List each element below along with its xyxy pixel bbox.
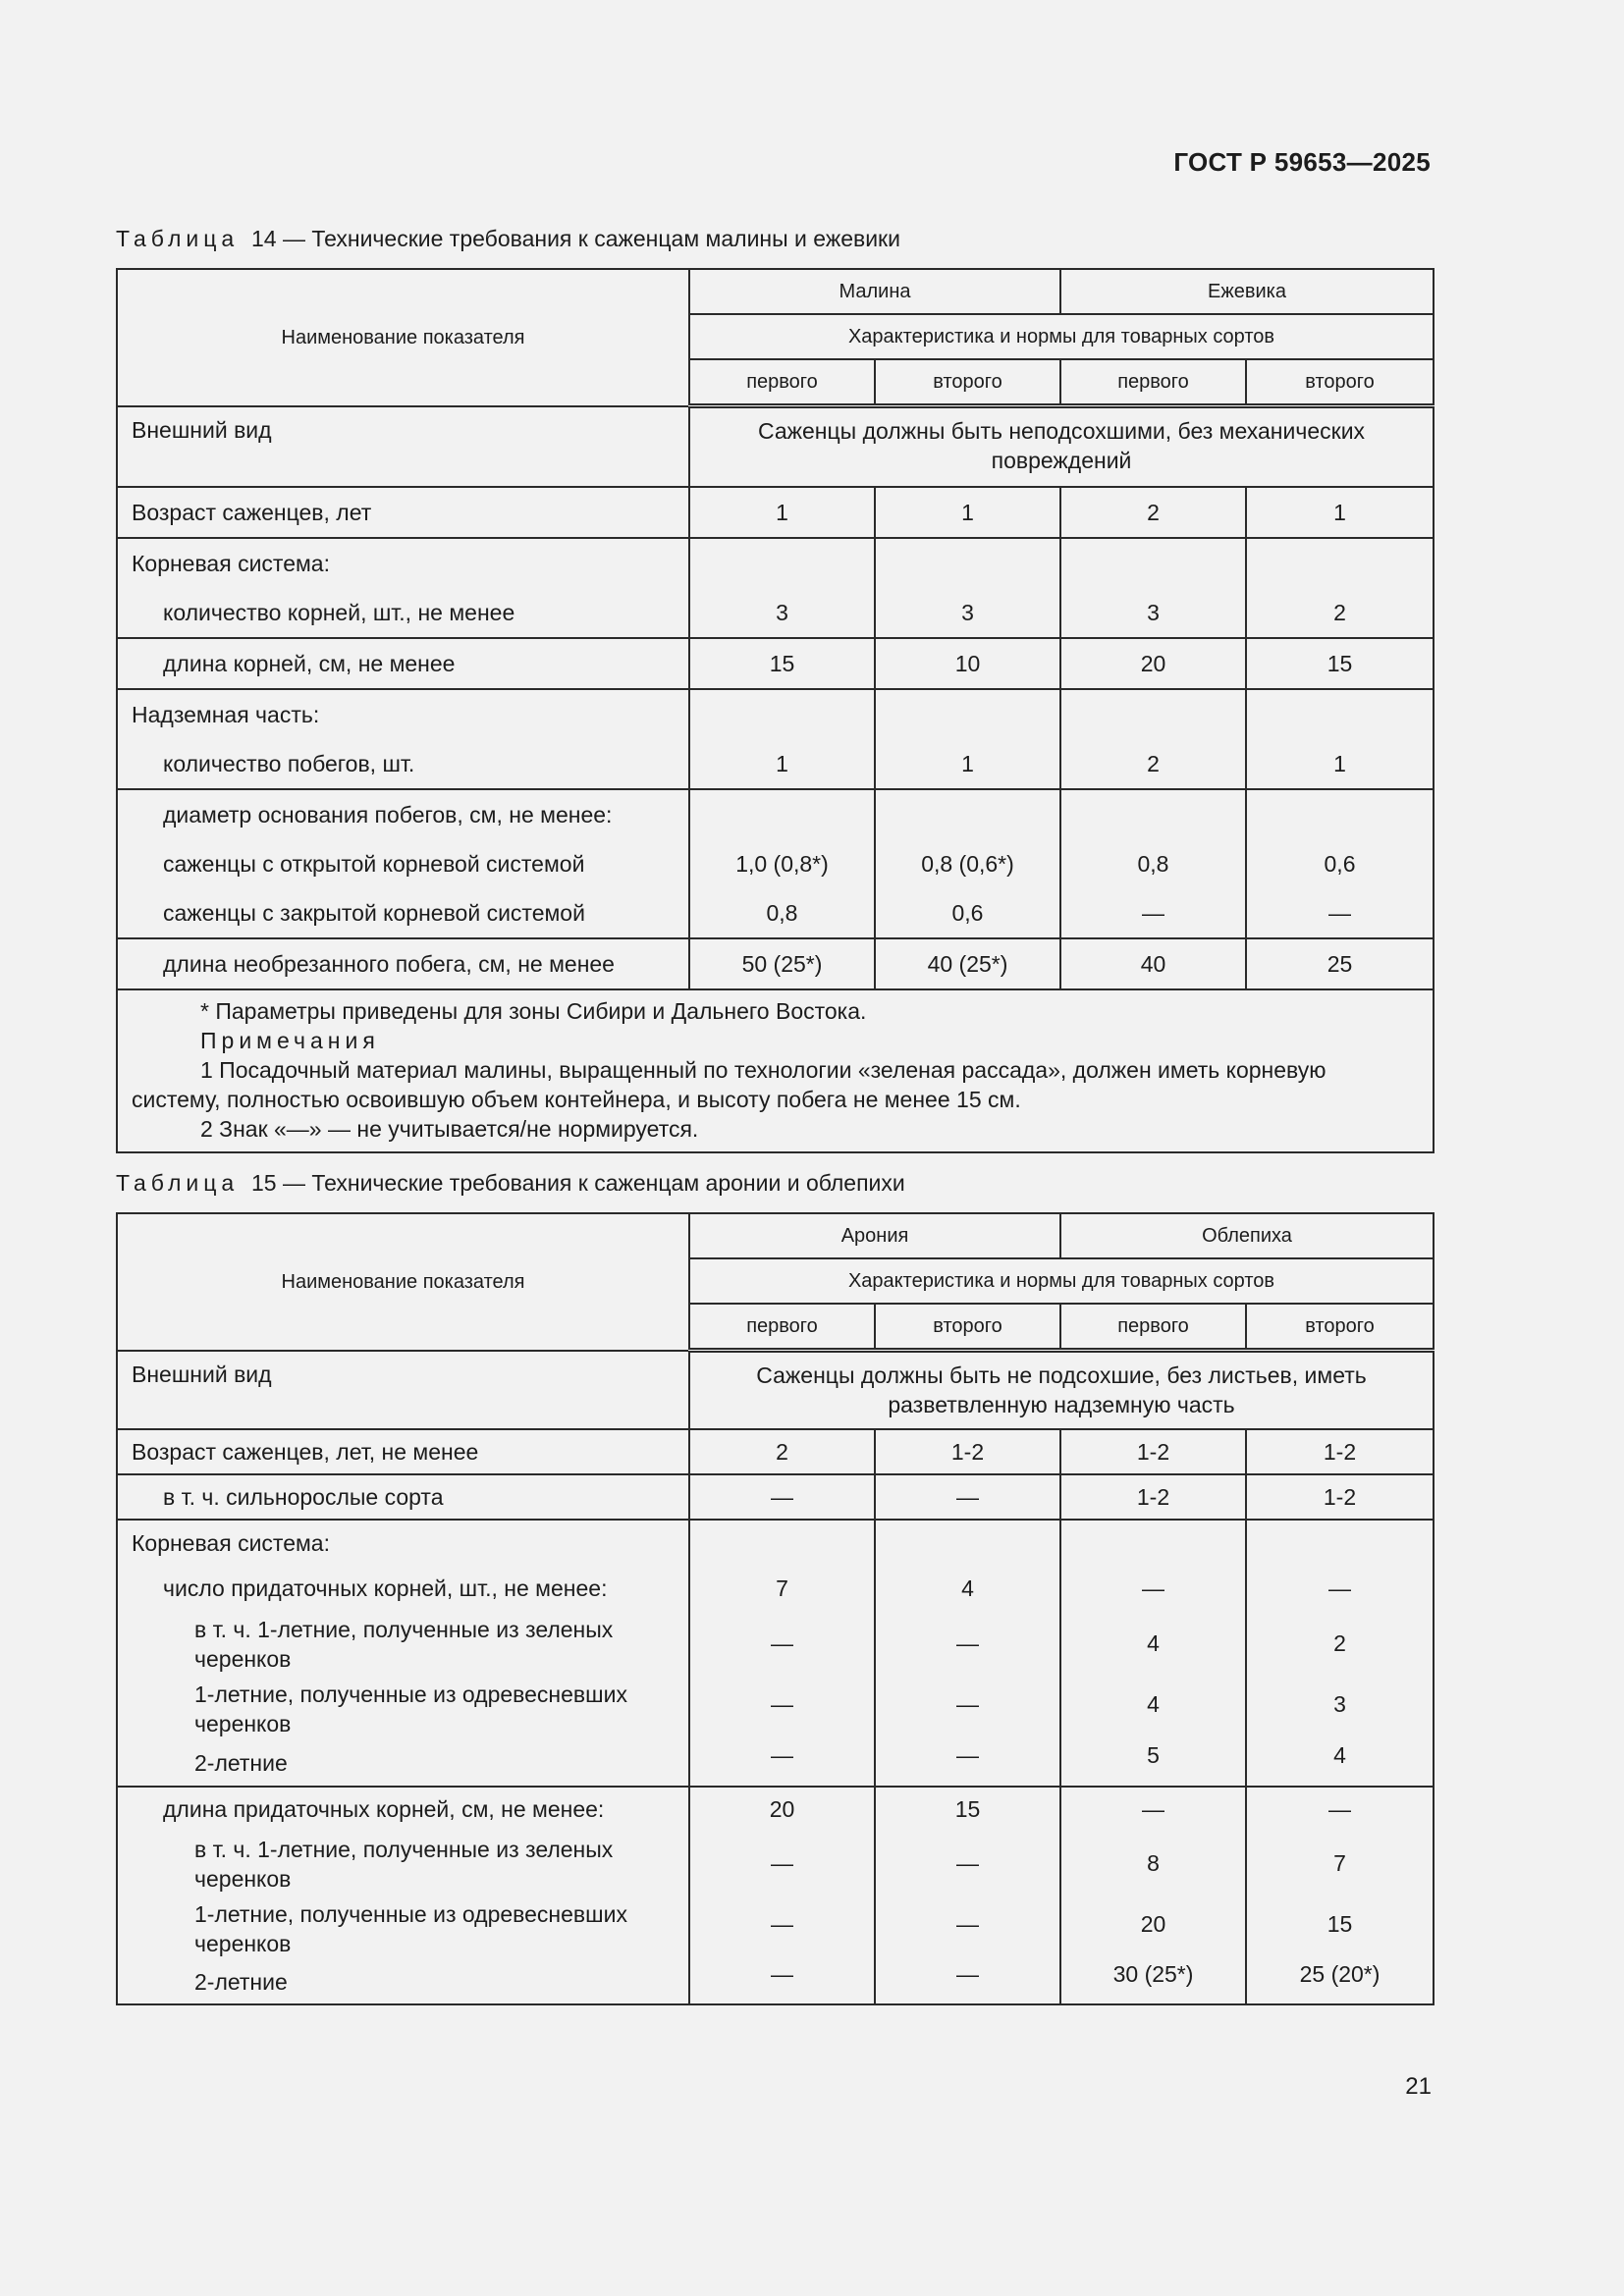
header-grade: первого	[1060, 1304, 1246, 1351]
document-code: ГОСТ Р 59653—2025	[1173, 147, 1431, 177]
table-row	[117, 1351, 1434, 1429]
header-crop-aronia: Арония	[689, 1213, 1060, 1258]
header-norms: Характеристика и нормы для товарных сортов	[689, 1258, 1434, 1304]
table-notes-row	[117, 989, 1434, 1152]
row-label: Внешний вид	[117, 406, 689, 487]
cell-value: 10	[875, 638, 1060, 689]
row-label-group	[117, 789, 689, 938]
cell-value: 3	[1060, 538, 1246, 638]
cell-value: 2	[689, 1429, 875, 1474]
header-grade: первого	[1060, 359, 1246, 406]
row-label: диаметр основания побегов, см, не менее:	[163, 801, 613, 828]
cell-value: 1	[875, 689, 1060, 789]
cell-value: 3	[875, 538, 1060, 638]
cell-value: 1-2	[875, 1429, 1060, 1474]
row-label-group	[117, 689, 689, 789]
cell-value: 2	[1060, 487, 1246, 538]
cell-value: 50 (25*)	[689, 938, 875, 989]
row-label: в т. ч. 1-летние, полученные из зеленых черенков	[194, 1616, 614, 1672]
row-label: в т. ч. 1-летние, полученные из зеленых черенков	[194, 1836, 614, 1892]
cell-value: 25	[1246, 938, 1434, 989]
cell-value: 40 (25*)	[875, 938, 1060, 989]
header-grade: второго	[1246, 1304, 1434, 1351]
row-label: длина необрезанного побега, см, не менее	[117, 938, 689, 989]
cell-value: 1	[1246, 487, 1434, 538]
cell-value: 0,8 —	[1060, 789, 1246, 938]
cell-value: 15	[689, 638, 875, 689]
cell-value: 1	[1246, 689, 1434, 789]
caption-text: 15 — Технические требования к саженцам аронии и облепихи	[250, 1170, 905, 1196]
row-value-merged: Саженцы должны быть неподсохшими, без механических повреждений	[689, 406, 1434, 487]
header-crop-raspberry: Малина	[689, 269, 1060, 314]
table-row	[117, 789, 1434, 938]
row-label: 2-летние	[194, 1968, 288, 1995]
cell-value: — 4 4 5	[1060, 1520, 1246, 1787]
row-value-merged: Саженцы должны быть не подсохшие, без листьев, иметь разветвленную надземную часть	[689, 1351, 1434, 1429]
cell-value: —	[875, 1474, 1060, 1520]
table-row	[117, 406, 1434, 487]
cell-value: 1-2	[1246, 1474, 1434, 1520]
cell-value: 2	[1246, 538, 1434, 638]
group-title: Корневая система:	[132, 550, 330, 576]
row-label: Возраст саженцев, лет	[117, 487, 689, 538]
header-indicator-name: Наименование показателя	[117, 269, 689, 406]
caption-word: Таблица	[116, 226, 240, 251]
cell-value: — 7 15 25 (20*)	[1246, 1787, 1434, 2004]
row-label: длина корней, см, не менее	[117, 638, 689, 689]
row-label: число придаточных корней, шт., не менее:	[163, 1575, 608, 1601]
table-row	[117, 689, 1434, 789]
footnote: * Параметры приведены для зоны Сибири и Дальнего Востока.	[200, 997, 867, 1024]
table-notes	[117, 989, 1434, 1152]
group-title: Корневая система:	[132, 1529, 330, 1556]
cell-value: 1-2	[1060, 1429, 1246, 1474]
row-label: 1-летние, полученные из одревесневших черенков	[194, 1900, 627, 1956]
header-crop-sea-buckthorn: Облепиха	[1060, 1213, 1434, 1258]
cell-value: 7 — — —	[689, 1520, 875, 1787]
header-grade: второго	[1246, 359, 1434, 406]
table-row	[117, 538, 1434, 638]
page-number: 21	[1405, 2073, 1432, 2100]
cell-value: 15	[1246, 638, 1434, 689]
row-label-group	[117, 1787, 689, 2004]
row-label: в т. ч. сильнорослые сорта	[117, 1474, 689, 1520]
row-label: Возраст саженцев, лет, не менее	[117, 1429, 689, 1474]
cell-value: — 8 20 30 (25*)	[1060, 1787, 1246, 2004]
caption-word: Таблица	[116, 1170, 240, 1196]
cell-value: 1-2	[1246, 1429, 1434, 1474]
cell-value: — 2 3 4	[1246, 1520, 1434, 1787]
group-title: Надземная часть:	[132, 701, 320, 727]
cell-value: 1	[689, 689, 875, 789]
header-crop-blackberry: Ежевика	[1060, 269, 1434, 314]
header-grade: второго	[875, 359, 1060, 406]
table-row	[117, 638, 1434, 689]
cell-value: 40	[1060, 938, 1246, 989]
table-row	[117, 487, 1434, 538]
header-norms: Характеристика и нормы для товарных сортов	[689, 314, 1434, 359]
row-label-group	[117, 538, 689, 638]
note-2: 2 Знак «—» — не учитывается/не нормируется.	[200, 1115, 699, 1142]
cell-value: 0,8 (0,6*) 0,6	[875, 789, 1060, 938]
header-indicator-name: Наименование показателя	[117, 1213, 689, 1351]
header-grade: первого	[689, 359, 875, 406]
table-14	[116, 268, 1435, 1153]
row-label: количество побегов, шт.	[163, 750, 415, 776]
cell-value: 4 — — —	[875, 1520, 1060, 1787]
cell-value: 1-2	[1060, 1474, 1246, 1520]
note-1: 1 Посадочный материал малины, выращенный по технологии «зеленая рассада», должен иметь корневую систему, полностью освоившую объем контейнера, и высоту побега не менее 15 см.	[132, 1056, 1326, 1112]
cell-value: 20 — — —	[689, 1787, 875, 2004]
table-row	[117, 1474, 1434, 1520]
row-label: Внешний вид	[117, 1351, 689, 1429]
row-label: количество корней, шт., не менее	[163, 599, 515, 625]
notes-title: Примечания	[200, 1027, 380, 1053]
row-label: саженцы с закрытой корневой системой	[163, 899, 585, 926]
cell-value: 15 — — —	[875, 1787, 1060, 2004]
cell-value: 1	[689, 487, 875, 538]
cell-value: 1,0 (0,8*) 0,8	[689, 789, 875, 938]
table-row	[117, 1520, 1434, 1787]
row-label: 2-летние	[194, 1749, 288, 1776]
row-label: длина придаточных корней, см, не менее:	[163, 1795, 605, 1822]
row-label: саженцы с открытой корневой системой	[163, 850, 585, 877]
table-row	[117, 1429, 1434, 1474]
table-row	[117, 938, 1434, 989]
table-15	[116, 1212, 1435, 2005]
table-14-caption	[116, 226, 900, 252]
table-15-caption	[116, 1170, 905, 1197]
row-label-group	[117, 1520, 689, 1787]
cell-value: 3	[689, 538, 875, 638]
header-grade: первого	[689, 1304, 875, 1351]
cell-value: 0,6 —	[1246, 789, 1434, 938]
row-label: 1-летние, полученные из одревесневших черенков	[194, 1681, 627, 1736]
cell-value: 20	[1060, 638, 1246, 689]
table-row	[117, 1787, 1434, 2004]
header-grade: второго	[875, 1304, 1060, 1351]
cell-value: 1	[875, 487, 1060, 538]
caption-text: 14 — Технические требования к саженцам малины и ежевики	[250, 226, 900, 251]
cell-value: —	[689, 1474, 875, 1520]
cell-value: 2	[1060, 689, 1246, 789]
